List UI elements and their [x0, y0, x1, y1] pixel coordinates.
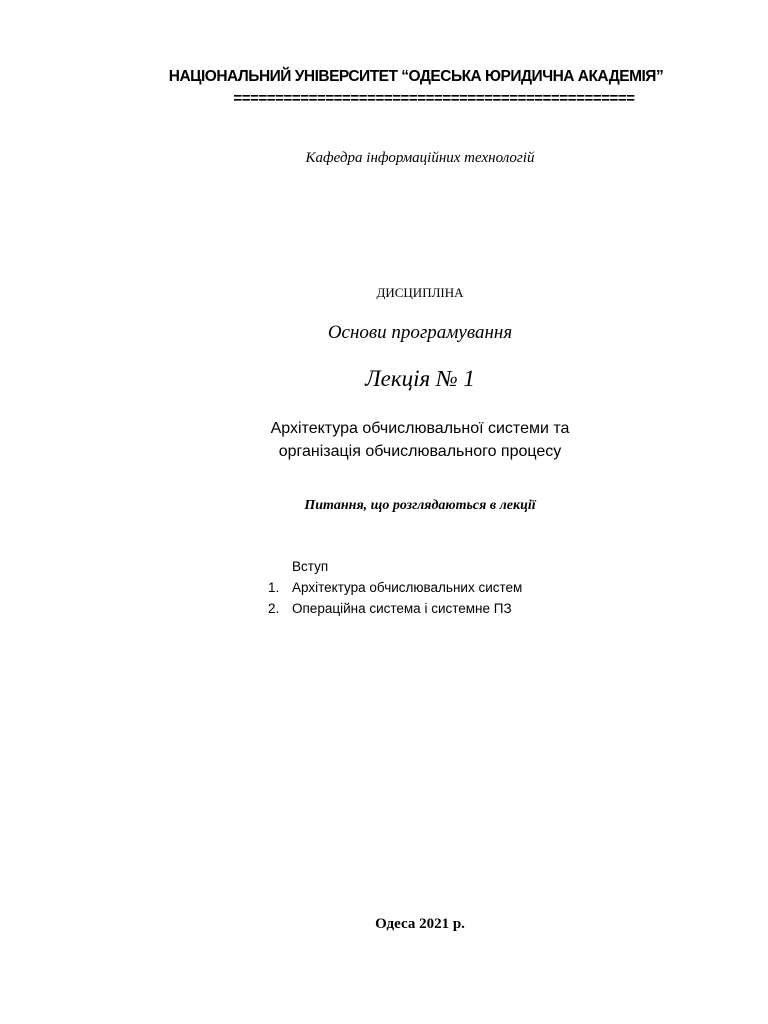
questions-list [262, 556, 522, 619]
list-item-text: Операційна система і системне ПЗ [292, 601, 512, 616]
list-item-number [262, 556, 292, 577]
department-name: Кафедра інформаційних технологій [305, 150, 535, 166]
list-item [262, 577, 522, 598]
lecture-title: Лекція № 1 [365, 366, 475, 391]
list-item-text: Вступ [292, 559, 329, 574]
list-item [262, 556, 522, 577]
lecture-topic-line-2: організація обчислювального процесу [278, 443, 562, 460]
list-item-text: Архітектура обчислювальних систем [292, 580, 523, 595]
list-item-number: 1. [268, 580, 280, 595]
questions-heading: Питання, що розглядаються в лекції [304, 498, 536, 513]
list-item-number: 2. [268, 601, 280, 616]
lecture-topic-line-1: Архітектура обчислювальної системи та [270, 420, 570, 437]
list-item [262, 598, 522, 619]
discipline-label: ДИСЦИПЛІНА [376, 285, 464, 300]
lecture-topic [36, 417, 768, 463]
university-name: НАЦІОНАЛЬНИЙ УНІВЕРСИТЕТ “ОДЕСЬКА ЮРИДИЧНА АКАДЕМІЯ” [168, 68, 664, 85]
city-year: Одеса 2021 р. [375, 916, 465, 932]
course-name: Основи програмування [327, 322, 513, 343]
header-separator: ================================================ [233, 90, 635, 107]
